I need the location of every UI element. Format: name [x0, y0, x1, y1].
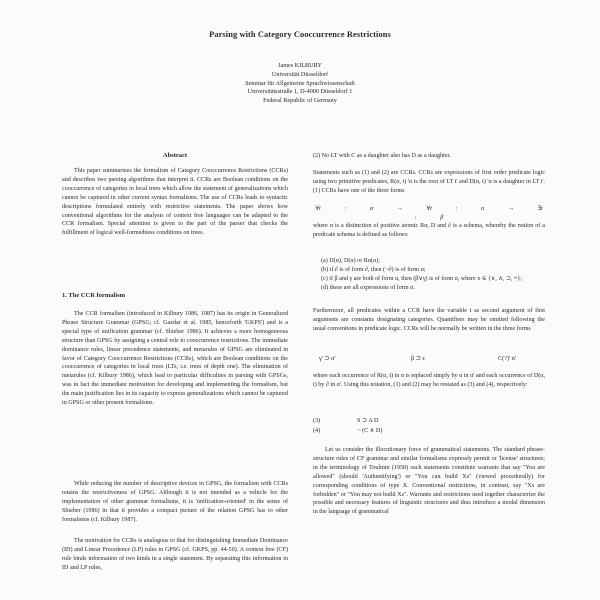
list-item: (a) D(α), D(α) or Rα(α); — [321, 258, 380, 264]
right-column — [313, 0, 545, 600]
left-column — [62, 0, 288, 600]
numbered-statement: (2) No LT with C as a daughter also has D as a daughter. — [313, 153, 451, 159]
body-paragraph: Statements such as (1) and (2) are CCRs. CCRs are expressions of first order predicate logic using two primitive predicates, R(α, t) 'α is the root of LT t' and D(α, t) 'α is a daughter in LT t'. (1) CCRs have one of the three forms — [313, 170, 545, 194]
body-paragraph: While reducing the number of descriptive devices in GPSG, the formalism with CCRs retains the restrictiveness of GPSG. Although it is not intended as a vehicle for the implementation of other grammar formalisms, it is 'unification-oriented' in the sense of Shieber (1986) in that it provides a compact picture of the relation GPSG has to other formalisms (cf. Kilbury 1987). — [62, 481, 288, 523]
list-item: (d) these are all expressions of form α. — [321, 284, 415, 291]
definition-list — [313, 257, 545, 293]
list-item: (c) if β and γ are both of form α, then (β∨γ) is of form α, where x ∈ {∨, ∧, ⊃, ≡}; — [321, 275, 523, 282]
body-paragraph: The CCR formalism (introduced in Kilbury 1986, 1987) has its origin in Generalized Phrase Structure Grammar (GPSG; cf. Gazdar et al. 1985, henceforth 'GKPS') and is a special type of unification grammar (cf. Shieber 1986). It achieves a more homogeneous structure than GPSG by assigning a central role to cooccurrence restrictions. The immediate dominance rules, linear precedence statements, and metarules of GPSG are eliminated in favor of Category Cooccurrence Restrictions (CCRs), which are Boolean conditions on the cooccurrence of categories in local trees (LTs, i.e. trees of depth one). The elimination of metarules (cf. Kilbury 1986), which lead to particular difficulties in parsing with GPSGs, was in fact the immediate motivation for developing and implementing the formalism, but the main justification lies in its capacity to express generalizations which cannot be captured in GPSG or other present formalisms. — [62, 311, 288, 407]
formula: ∀t : α → ∀t : α → ∃t : β — [315, 205, 543, 221]
body-paragraph: The motivation for CCRs is analogous to that for distinguishing Immediate Dominance (ID) and Linear Precedence (LP) rules in GPSG (cf. GKPS, pp. 44-50). A context free (CF) rule binds information of two kinds in a single statement. By separating this information in ID and LP rules, — [62, 538, 288, 571]
example-number: (3) — [313, 417, 321, 424]
form-expression: C(?)' α' — [498, 355, 517, 362]
affiliation-line: Universität Düsseldorf — [271, 70, 329, 78]
form-expression: γ' ⊃ α' — [319, 355, 336, 362]
abstract-heading: Abstract — [162, 152, 188, 159]
paper-title: Parsing with Category Cooccurrence Restrictions — [209, 30, 391, 39]
example-expression: ¬ (C ∧ D) — [357, 427, 383, 434]
affiliation-line: Seminar für Allgemeine Sprachwissenschaft — [245, 79, 355, 87]
body-paragraph: Furthermore, all predicates within a CCR have the variable t as second argument of first arguments are constants designating categories. Quantifiers may be omitted following the usual conventions in predicate logic. CCRs will be normally be written in the three forms — [313, 308, 545, 332]
body-paragraph: Let us consider the illocutionary force of grammatical statements. The standard phrase-structure rules of CF grammar and similar formalisms expressly permit or 'license' structures; in the terminology of Toulmin (1958) such statements constitute warrants that say "You are allowed" (should 'Authentifying') or "You can build Xs" (viewed procedurally) for corresponding conditions of type X. Conventional restrictions, in contrast, say "Xs are forbidden" or "You may not build Xs". Warrants and restrictions used together characterize the possible and necessary features of linguistic structures and thus introduce a modal dimension in the language of grammatical — [313, 447, 545, 516]
example-number: (4) — [313, 427, 321, 434]
body-paragraph: where α is a distinction of positive atomic Rα, D and ∂ is a schema, whereby the notion of a predicate schema is defined as follows: — [313, 223, 545, 238]
body-paragraph: where each occurrence of R(α, t) in α is replaced simply by α in α' and each occurrence of D(α, t) by ∂ in α'. Using this notation, (1) and (2) may be restated as (3) and (4), respectively: — [313, 373, 545, 388]
abstract-text: This paper summarizes the formalism of Category Cooccurrence Restrictions (CCRs) and describes two parsing algorithms that interpret it. CCRs are Boolean conditions on the cooccurrence of categories in local trees which allow the statement of generalizations which cannot be captured in other current syntax formalisms. The use of CCRs leads to syntactic descriptions formulated entirely with restrictive statements. The paper shows how conventional algorithms for the analysis of context free languages can be adapted to the CCR formalism. Special attention is given to the part of the parser that checks the fulfillment of logical well-formedness conditions on trees. — [62, 168, 288, 237]
affiliation-line: Federal Republic of Germany — [263, 97, 337, 105]
example-expression: S ⊃ A D — [357, 417, 379, 424]
author-name: James KILBURY — [278, 62, 322, 69]
form-expression: β ⊃ ε — [411, 355, 426, 362]
list-item: (b) if ∂ is of form ∂, then (¬∂) is of form α; — [321, 266, 426, 273]
affiliation-line: Universitätsstraße 1, D-4000 Düsseldorf 1 — [247, 88, 353, 96]
section-heading: 1. The CCR formalism — [62, 292, 126, 299]
